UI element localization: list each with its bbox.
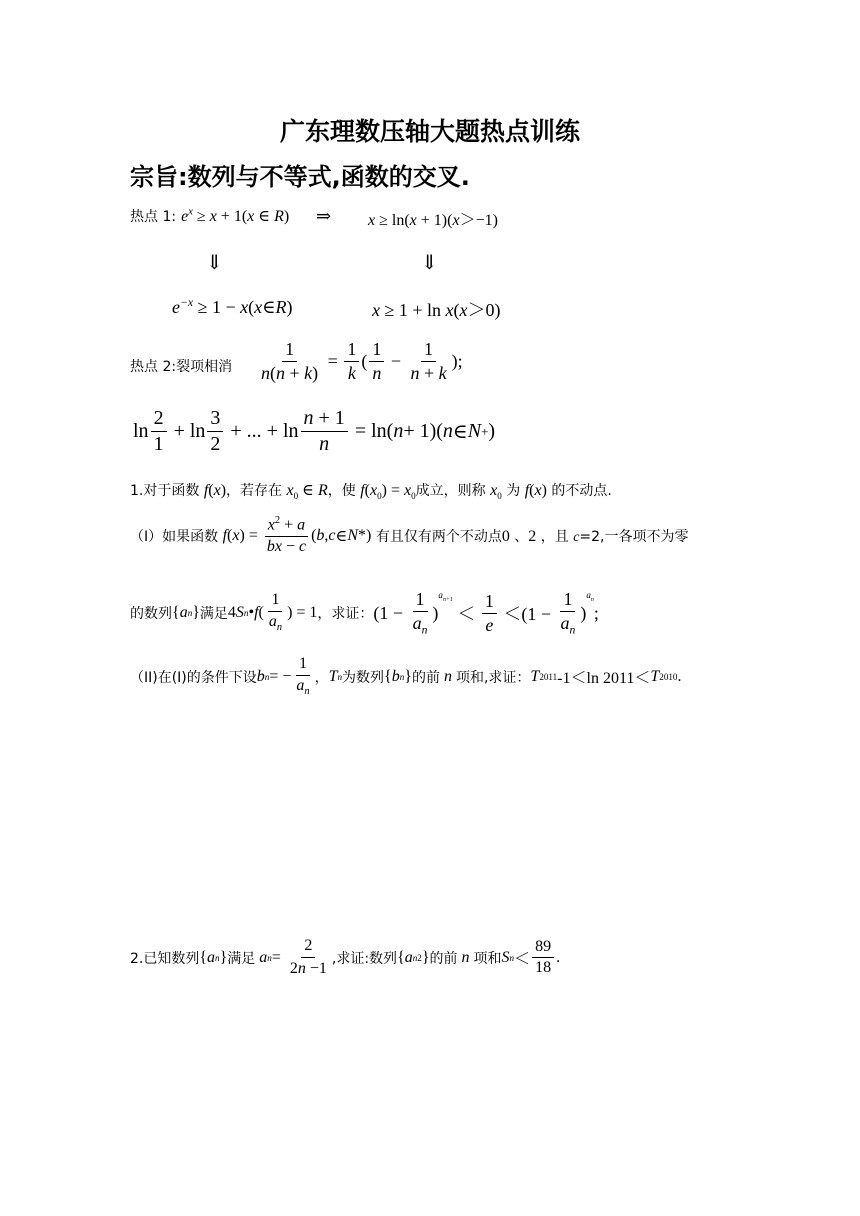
hot1-label: 热点 1: <box>130 209 177 225</box>
problem1-part1-line1: （I）如果函数 f ( x ) = $\frac{x^2 + a}{bx - c}$ ( b , c ∈ N *) 有且仅有两个不动点0 、2 ，且 c=2,一各项不为零 <box>130 515 689 556</box>
hot2-split-identity: $\frac{1}{n(n + k)}$ = $\frac{1}{k}$ ( $\frac{1}{n}$ − $\frac{1}{n + k}$ ); <box>261 339 463 383</box>
problem1-part2: （II)在(I)的条件下设 b n = − $\frac{1}{a_n}$ ， T n 为数列 { b n } 的前 n 项和,求证： T 2011 -1＜ln 2011＜ T 2010 . <box>130 655 682 697</box>
hot1-top-left-formula: $e^x \ge x + 1(x$ ∈ R) <box>181 206 290 225</box>
implies-arrow: ⇒ <box>316 206 332 226</box>
hot1-bottom-left-formula: $e^{-x} \ge 1$ − x(x∈R) <box>172 296 293 317</box>
problem1-intro: 1.对于函数 f(x)，若存在 $x_0$ ∈ R，使 $f(x_0) = x_0$成立，则称 $x_0$ 为 f(x) 的不动点. <box>130 482 612 501</box>
problem1-part1-line2: 的数列 { a n } 满足 4 S n • f ( $\frac{1}{a_n}$ ) = 1 ，求证： (1 − $\frac{1}{a_n}$ ) $a_{n+1}$ ＜ $\frac{1}{e}$ ＜(1 − $\frac{1}{a_n}$ ) $a_n$ ; <box>130 589 599 637</box>
hot1-top-right-formula: x ≥ ln(x + 1)(x＞−1) <box>368 212 498 229</box>
problem2: 2.已知数列 { a n } 满足 a n = $\frac{2}{2n -1}$ ,求证:数列 { a n 2 } 的前 n 项和 S n ＜ $\frac{89}{18}$ . <box>130 937 561 977</box>
page-title: 广东理数压轴大题热点训练 <box>279 117 580 146</box>
hot1-bottom-right-formula: x ≥ 1 + ln x(x＞0) <box>372 300 501 320</box>
page-subtitle: 宗旨:数列与不等式,函数的交叉. <box>130 163 470 191</box>
hot-point-1 <box>130 206 289 226</box>
down-arrow-left: ⇓ <box>206 252 223 274</box>
hot2-ln-sum: ln $\frac{2}{1}$ + ln $\frac{3}{2}$ + ... + ln $\frac{n + 1}{n}$ = ln( n + 1)( n ∈ N + ) <box>133 407 496 455</box>
hot2-label: 热点 2:裂项相消 <box>130 359 233 375</box>
down-arrow-right: ⇓ <box>421 252 438 274</box>
